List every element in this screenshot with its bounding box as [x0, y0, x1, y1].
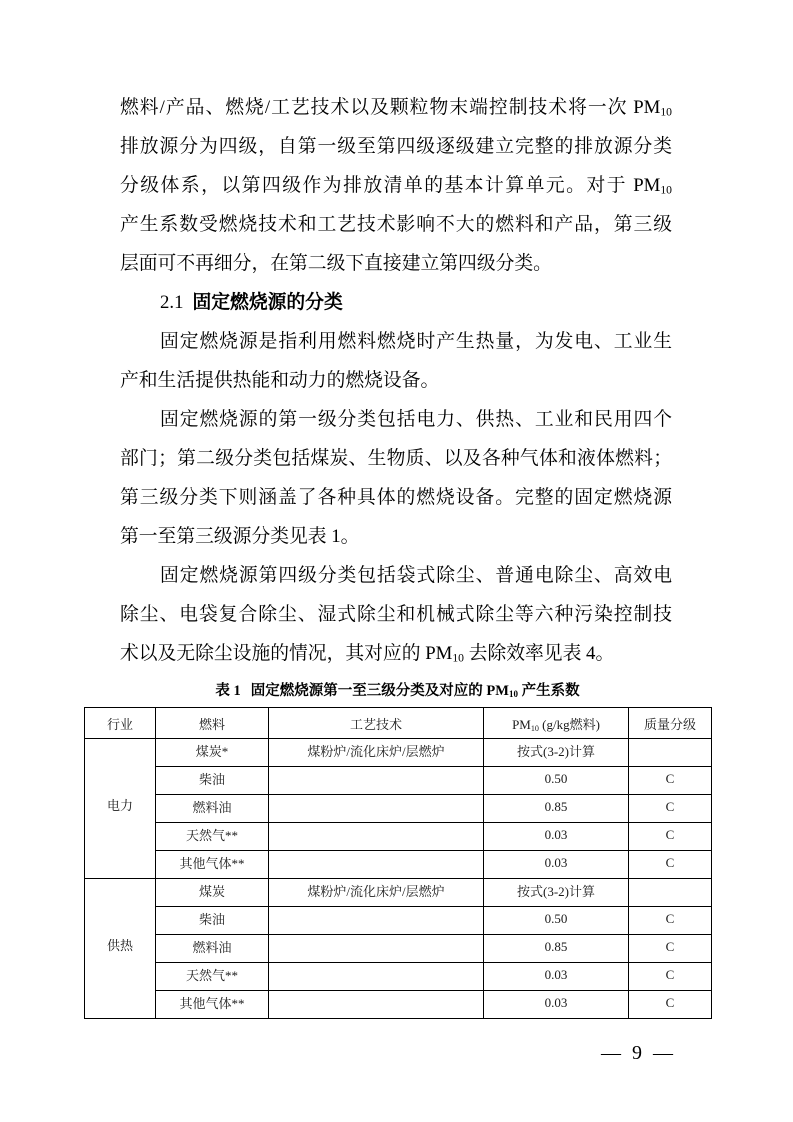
table-row: [85, 795, 712, 823]
body-line: [120, 127, 672, 166]
technology-cell: [269, 767, 484, 795]
line-text: 第一至第三级源分类见表 1。: [120, 526, 360, 547]
caption-text: 产生系数: [517, 683, 580, 699]
emission-factor-cell: 0.50: [484, 907, 629, 935]
line-text: 去除效率见表 4。: [463, 643, 615, 664]
fuel-cell: 煤炭: [156, 879, 269, 907]
body-line: [120, 634, 672, 673]
line-text: 固定燃烧源的第一级分类包括电力、供热、工业和民用四个: [160, 409, 672, 430]
paragraph: [120, 400, 672, 556]
subscript: 10: [452, 651, 464, 665]
fuel-cell: 其他气体**: [156, 851, 269, 879]
table-row: [85, 991, 712, 1019]
body-line: [120, 88, 672, 127]
table-row: [85, 851, 712, 879]
body-line: [120, 556, 672, 595]
body-line: [120, 205, 672, 244]
section-number: 2.1: [160, 292, 184, 313]
quality-grade-cell: C: [629, 767, 712, 795]
body-line: [120, 361, 672, 400]
emission-factor-cell: 0.03: [484, 823, 629, 851]
header-sector: 行业: [85, 708, 156, 739]
subscript: 10: [660, 105, 672, 119]
table-row: [85, 963, 712, 991]
table-header-row: [85, 708, 712, 739]
sector-cell: 供热: [85, 879, 156, 1019]
emission-factor-cell: 0.85: [484, 935, 629, 963]
fuel-cell: 天然气**: [156, 823, 269, 851]
emission-factor-cell: 0.50: [484, 767, 629, 795]
intro-paragraph: [120, 88, 672, 283]
fuel-cell: 柴油: [156, 907, 269, 935]
table-row: [85, 935, 712, 963]
subscript: 10: [660, 183, 672, 197]
subscript: 10: [530, 723, 539, 733]
paragraph: [120, 556, 672, 673]
quality-grade-cell: C: [629, 935, 712, 963]
emission-factor-cell: 按式(3-2)计算: [484, 879, 629, 907]
quality-grade-cell: [629, 879, 712, 907]
body-line: [120, 166, 672, 205]
quality-grade-cell: C: [629, 963, 712, 991]
emission-factor-cell: 0.03: [484, 991, 629, 1019]
header-emission-factor: [484, 708, 629, 739]
fuel-cell: 其他气体**: [156, 991, 269, 1019]
line-text: 部门；第二级分类包括煤炭、生物质、以及各种气体和液体燃料；: [120, 448, 672, 469]
technology-cell: [269, 991, 484, 1019]
fuel-cell: 燃料油: [156, 935, 269, 963]
quality-grade-cell: C: [629, 907, 712, 935]
page-number: — 9 —: [601, 1042, 673, 1064]
table-row: [85, 739, 712, 767]
emission-factor-cell: 0.03: [484, 851, 629, 879]
table-caption: [84, 680, 711, 702]
line-text: 分级体系，以第四级作为排放清单的基本计算单元。对于 PM: [120, 175, 661, 196]
section-heading: [120, 283, 672, 322]
header-text: PM: [512, 716, 531, 732]
technology-cell: [269, 823, 484, 851]
fuel-cell: 煤炭*: [156, 739, 269, 767]
technology-cell: [269, 963, 484, 991]
technology-cell: 煤粉炉/流化床炉/层燃炉: [269, 879, 484, 907]
body-line: [120, 244, 672, 283]
table-row: [85, 767, 712, 795]
line-text: 第三级分类下则涵盖了各种具体的燃烧设备。完整的固定燃烧源: [120, 487, 672, 508]
line-text: 产和生活提供热能和动力的燃烧设备。: [120, 370, 440, 391]
technology-cell: [269, 935, 484, 963]
technology-cell: 煤粉炉/流化床炉/层燃炉: [269, 739, 484, 767]
line-text: 术以及无除尘设施的情况，其对应的 PM: [120, 643, 453, 664]
quality-grade-cell: [629, 739, 712, 767]
table-label: 表 1: [215, 683, 241, 699]
sector-cell: 电力: [85, 739, 156, 879]
header-quality-grade: 质量分级: [629, 708, 712, 739]
technology-cell: [269, 907, 484, 935]
header-fuel: 燃料: [156, 708, 269, 739]
body-line: [120, 478, 672, 517]
line-text: 燃料/产品、燃烧/工艺技术以及颗粒物末端控制技术将一次 PM: [120, 97, 661, 118]
table-row: [85, 823, 712, 851]
emission-factor-cell: 0.85: [484, 795, 629, 823]
caption-text: 固定燃烧源第一至三级分类及对应的 PM: [250, 683, 509, 699]
emission-factor-cell: 0.03: [484, 963, 629, 991]
table-row: [85, 879, 712, 907]
line-text: 固定燃烧源第四级分类包括袋式除尘、普通电除尘、高效电: [160, 565, 672, 586]
fuel-cell: 柴油: [156, 767, 269, 795]
fuel-cell: 燃料油: [156, 795, 269, 823]
quality-grade-cell: C: [629, 991, 712, 1019]
body-line: [120, 595, 672, 634]
body-text: [120, 88, 672, 673]
line-text: 排放源分为四级，自第一级至第四级逐级建立完整的排放源分类: [120, 136, 672, 157]
paragraph: [120, 322, 672, 400]
subscript: 10: [508, 688, 518, 699]
quality-grade-cell: C: [629, 823, 712, 851]
line-text: 固定燃烧源是指利用燃料燃烧时产生热量，为发电、工业生: [160, 331, 672, 352]
quality-grade-cell: C: [629, 795, 712, 823]
body-line: [120, 322, 672, 361]
quality-grade-cell: C: [629, 851, 712, 879]
fuel-classification-table: [84, 707, 712, 1019]
header-unit: (g/kg燃料): [538, 716, 600, 732]
technology-cell: [269, 851, 484, 879]
line-text: 产生系数受燃烧技术和工艺技术影响不大的燃料和产品，第三级: [120, 214, 672, 235]
line-text: 层面可不再细分，在第二级下直接建立第四级分类。: [120, 253, 552, 274]
emission-factor-cell: 按式(3-2)计算: [484, 739, 629, 767]
header-technology: 工艺技术: [269, 708, 484, 739]
technology-cell: [269, 795, 484, 823]
body-line: [120, 400, 672, 439]
body-line: [120, 439, 672, 478]
body-line: [120, 517, 672, 556]
table-row: [85, 907, 712, 935]
fuel-cell: 天然气**: [156, 963, 269, 991]
line-text: 除尘、电袋复合除尘、湿式除尘和机械式除尘等六种污染控制技: [120, 604, 672, 625]
section-title: 固定燃烧源的分类: [192, 292, 343, 313]
